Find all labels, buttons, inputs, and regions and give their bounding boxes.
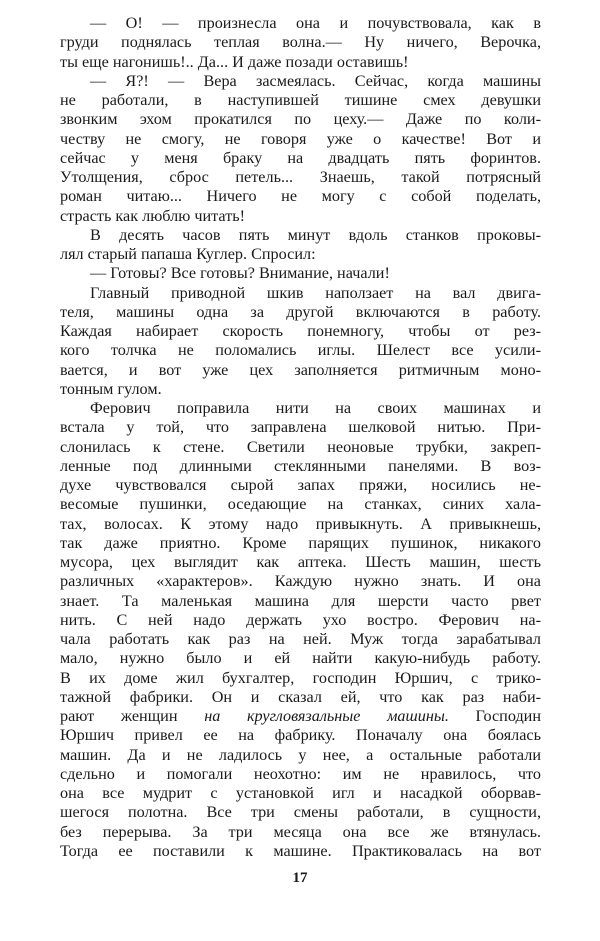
page-number: 17 bbox=[292, 870, 308, 886]
text-line: мало, нужно было и ей найти какую-нибудь работу. bbox=[60, 649, 541, 668]
text-line: Утолщения, сброс петель... Знаешь, такой потрясный bbox=[60, 168, 541, 186]
text-line: звонким эхом прокатился по цеху.— Даже по коли- bbox=[60, 110, 541, 129]
text-line: шегося полотна. Все три смены работали, в сущности, bbox=[60, 803, 541, 822]
text-line: груди поднялась теплая волна.— Ну ничего, Верочка, bbox=[60, 33, 541, 52]
text-line: кого толчка не поломались иглы. Шелест все усили- bbox=[60, 341, 541, 360]
text-line: вается, и вот уже цех заполняется ритмичным моно- bbox=[60, 360, 541, 379]
text-line: слонилась к стене. Светили неоновые трубки, закреп- bbox=[60, 437, 541, 456]
text-line: тажной фабрики. Он и сказал ей, что как раз наби- bbox=[60, 687, 541, 706]
text-line: духе чувствовался сырой запах пряжи, носились не- bbox=[60, 476, 541, 494]
text-line: знает. Та маленькая машина для шерсти часто рвет bbox=[60, 591, 541, 610]
text-line: весомые пушинки, оседающие на станках, синих хала- bbox=[60, 495, 541, 514]
book-page-text bbox=[60, 14, 541, 861]
text-line: ты еще нагонишь!.. Да... И даже позади оставишь! bbox=[60, 52, 409, 71]
text-line: так даже приятно. Кроме парящих пушинок, никакого bbox=[60, 533, 541, 552]
text-span: Господин bbox=[448, 707, 542, 725]
text-line: честву не смогу, не говоря уже о качестве! Вот и bbox=[60, 129, 541, 148]
text-line: В десять часов пять минут вдоль станков проковы- bbox=[90, 225, 541, 244]
text-line: она все мудрит с установкой игл и насадкой оборвав- bbox=[60, 784, 541, 802]
text-line: Главный приводной шкив наползает на вал двига- bbox=[90, 283, 541, 302]
text-line: мусора, цех выглядит как аптека. Шесть машин, шесть bbox=[60, 553, 541, 571]
text-line: лял старый папаша Куглер. Спросил: bbox=[60, 245, 316, 263]
text-line: Тогда ее поставили к машине. Практиковалась на вот bbox=[60, 841, 541, 860]
text-line: Каждая набирает скорость понемногу, чтобы от рез- bbox=[60, 322, 541, 340]
text-line: — О! — произнесла она и почувствовала, как в bbox=[90, 14, 541, 32]
text-line: сейчас у меня браку на двадцать пять форинтов. bbox=[60, 148, 541, 167]
text-line: нить. С ней надо держать ухо востро. Ферович на- bbox=[60, 610, 541, 629]
text-line: теля, машины одна за другой включаются в работу. bbox=[60, 302, 541, 321]
text-line: встала у той, что заправлена шелковой нитью. При- bbox=[60, 418, 541, 437]
text-line: машин. Да и не ладилось у нее, а остальные работали bbox=[60, 745, 541, 764]
text-span: рают женщин bbox=[60, 707, 205, 725]
text-line: различных «характеров». Каждую нужно знать. И она bbox=[60, 572, 541, 591]
text-line: страсть как люблю читать! bbox=[60, 206, 246, 225]
text-line: Ферович поправила нити на своих машинах и bbox=[90, 399, 541, 417]
text-line: Юршич привел ее на фабрику. Поначалу она боялась bbox=[60, 726, 541, 745]
text-line: тах, волосах. К этому надо привыкнуть. А привыкнешь, bbox=[60, 514, 541, 533]
text-line: В их доме жил бухгалтер, господин Юршич, с трико- bbox=[60, 668, 541, 687]
text-line: тонным гулом. bbox=[60, 379, 162, 398]
text-line: сдельно и помогали неохотно: им не нравилось, что bbox=[60, 764, 541, 783]
text-line bbox=[60, 707, 541, 726]
text-line: — Я?! — Вера засмеялась. Сейчас, когда машины bbox=[90, 71, 541, 90]
text-line: без перерыва. За три месяца она все же втянулась. bbox=[60, 822, 541, 841]
text-line: чала работать как раз на ней. Муж тогда зарабатывал bbox=[60, 630, 541, 648]
text-line: не работали, в наступившей тишине смех девушки bbox=[60, 91, 541, 109]
text-line: — Готовы? Все готовы? Внимание, начали! bbox=[90, 264, 390, 283]
text-line: ленные под длинными стеклянными панелями. В воз- bbox=[60, 456, 541, 475]
italic-phrase: на кругловязальные машины. bbox=[204, 707, 449, 725]
text-line: роман читаю... Ничего не могу с собой поделать, bbox=[60, 187, 541, 206]
